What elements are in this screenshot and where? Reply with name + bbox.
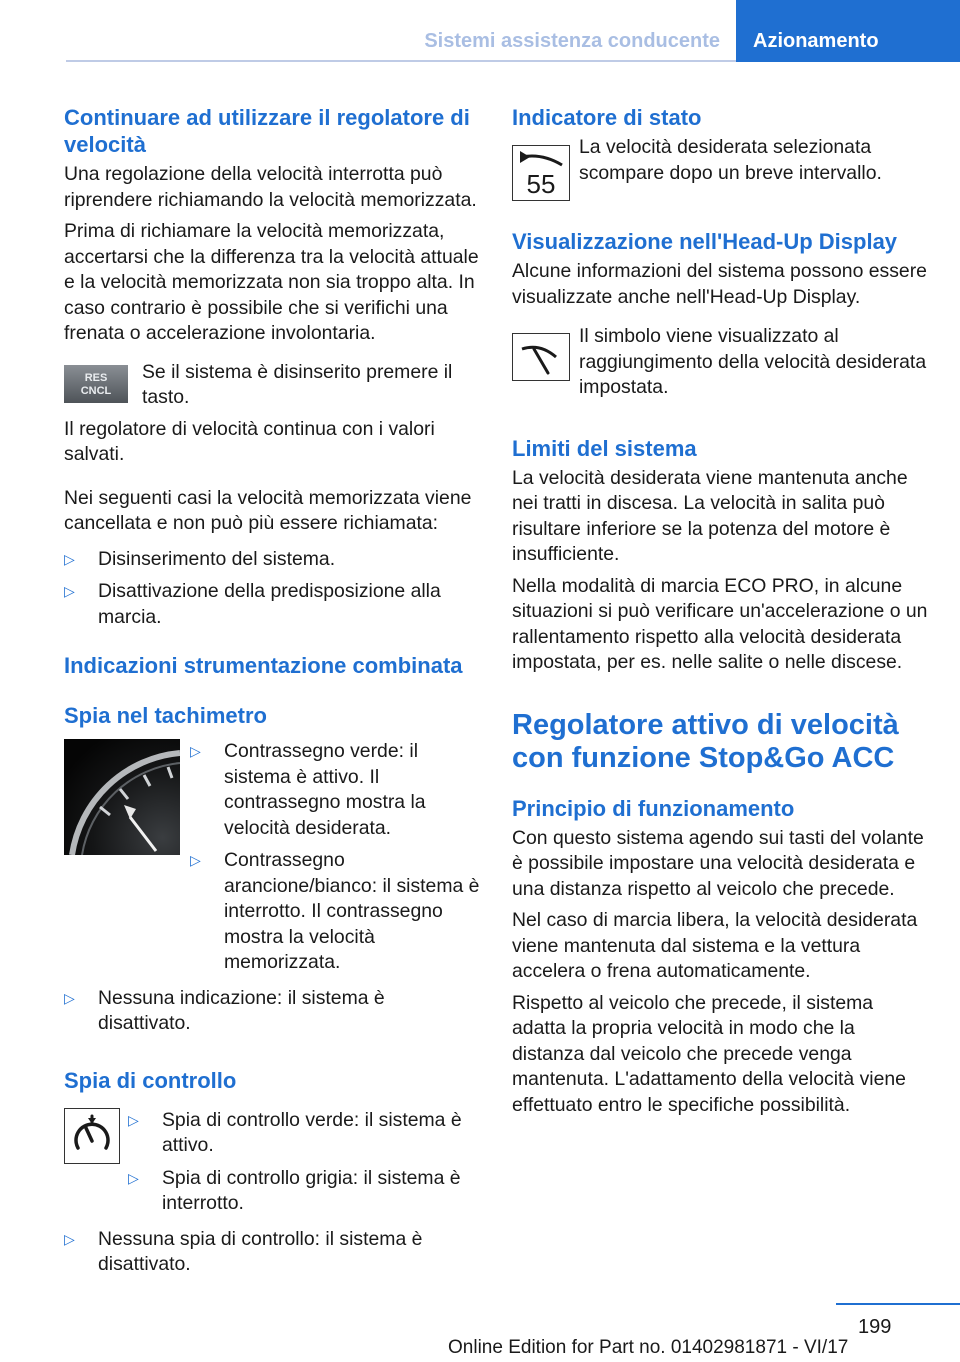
triangle-bullet-icon: ▷ <box>128 1169 139 1186</box>
hud-speed-symbol-icon <box>512 324 579 386</box>
triangle-bullet-icon: ▷ <box>64 989 75 1006</box>
right-column <box>512 104 932 1118</box>
heading-hud: Visualizzazione nell'Head-Up Display <box>512 229 898 254</box>
paragraph-continue-1: Una regolazione della velocità interrotta può riprendere richiamando la velocità memorizzata. <box>64 163 477 211</box>
paragraph-limits-1: La velocità desiderata viene mantenuta anche nei tratti in discesa. La velocità in salita può risultare inferiore se la potenza del motore è insufficiente. <box>512 466 908 565</box>
paragraph-status: La velocità desiderata selezionata scompare dopo un breve intervallo. <box>579 136 882 184</box>
res-label: RES <box>84 371 108 384</box>
heading-status-indicator: Indicatore di stato <box>512 105 702 130</box>
res-cncl-button-icon <box>64 365 142 408</box>
heading-limits: Limiti del sistema <box>512 435 697 461</box>
paragraph-cases: Nei seguenti casi la velocità memorizzata viene cancellata e non può più essere richiamata: <box>64 486 472 534</box>
cncl-label: CNCL <box>80 384 112 397</box>
paragraph-limits-2: Nella modalità di marcia ECO PRO, in alcune situazioni si può verificare un'accelerazione o un rallentamento rispetto alla velocità desiderata impostata, per es. nelle salite o nelle discese. <box>512 574 928 673</box>
paragraph-hud-symbol: Il simbolo viene visualizzato al raggiungimento della velocità desiderata impostata. <box>579 325 927 398</box>
heading-principle: Principio di funzionamento <box>512 795 795 821</box>
page-number: 199 <box>858 1316 892 1338</box>
list-item: ▷ Spia di controllo grigia: il sistema è interrotto. <box>128 1166 461 1214</box>
paragraph-hud: Alcune informazioni del sistema possono essere visualizzate anche nell'Head-Up Display. <box>512 260 927 308</box>
triangle-bullet-icon: ▷ <box>190 852 201 868</box>
paragraph-principle-2: Nel caso di marcia libera, la velocità desiderata viene mantenuta dal sistema e la vettura accelera o frena automaticamente. <box>512 909 918 982</box>
heading-continue: Continuare ad utilizzare il regolatore di velocità <box>64 105 470 157</box>
paragraph-principle-3: Rispetto al veicolo che precede, il sistema adatta la propria velocità in modo che la distanza dal veicolo che precede venga mantenuta. L'adattamento della velocità viene effettuato entro le specifiche possibilità. <box>512 991 906 1116</box>
heading-indications: Indicazioni strumentazione combinata <box>64 653 463 678</box>
warning-light-row <box>64 1108 482 1217</box>
status-speed-icon <box>512 135 579 206</box>
list-item: ▷ Contrassegno verde: il sistema è attivo. Il contrassegno mostra la velocità desiderata. <box>190 740 426 839</box>
heading-warning-light: Spia di controllo <box>64 1067 237 1093</box>
triangle-bullet-icon: ▷ <box>64 550 75 567</box>
list-item: ▷ Spia di controllo verde: il sistema è attivo. <box>128 1108 462 1156</box>
triangle-bullet-icon: ▷ <box>64 1230 75 1247</box>
hud-symbol-row <box>512 324 932 401</box>
list-item: ▷ Nessuna indicazione: il sistema è disattivato. <box>64 986 385 1034</box>
list-item: ▷ Disattivazione della predisposizione alla marcia. <box>64 580 441 628</box>
cruise-control-indicator-icon <box>64 1108 128 1169</box>
triangle-bullet-icon: ▷ <box>64 583 75 599</box>
paragraph-values: Il regolatore di velocità continua con i valori salvati. <box>64 417 435 465</box>
paragraph-res: Se il sistema è disinserito premere il tasto. <box>142 360 453 408</box>
left-column <box>64 104 482 1278</box>
page-header <box>0 0 960 62</box>
header-tab <box>736 0 960 62</box>
heading-acc: Regolatore attivo di velocità con funzione Stop&Go ACC <box>512 708 899 774</box>
triangle-bullet-icon: ▷ <box>128 1111 139 1128</box>
speedometer-list <box>190 739 482 976</box>
warning-none-list <box>64 1227 482 1278</box>
speedometer-marker-image <box>64 739 190 860</box>
status-speed-value: 55 <box>526 169 556 199</box>
heading-speedometer: Spia nel tachimetro <box>64 703 267 728</box>
paragraph-continue-2: Prima di richiamare la velocità memorizzata, accertarsi che la differenza tra la velocità attuale e la velocità memorizzata non sia troppo alta. In caso contrario è possibile che si verifichi una frenata o accelerazione involontaria. <box>64 220 479 344</box>
header-rule <box>66 0 736 62</box>
speedometer-row <box>64 739 482 976</box>
cases-list <box>64 547 482 631</box>
header-section-title: Sistemi assistenza conducente <box>424 30 720 52</box>
edition-note: Online Edition for Part no. 01402981871 - VI/17 <box>448 1337 849 1358</box>
warning-light-list <box>128 1108 482 1217</box>
list-item: ▷ Disinserimento del sistema. <box>64 547 482 573</box>
triangle-bullet-icon: ▷ <box>190 743 201 759</box>
speedometer-none-list <box>64 986 482 1037</box>
list-item: ▷ Nessuna spia di controllo: il sistema è disattivato. <box>64 1227 423 1275</box>
res-cncl-row <box>64 360 482 411</box>
status-row <box>512 135 932 206</box>
header-tab-label: Azionamento <box>753 30 879 52</box>
footer-rule <box>836 1303 960 1305</box>
list-item: ▷ Contrassegno arancione/bianco: il sistema è interrotto. Il contrassegno mostra la velocità memorizzata. <box>190 849 480 973</box>
paragraph-principle-1: Con questo sistema agendo sui tasti del volante è possibile impostare una velocità desiderata e una distanza rispetto al veicolo che precede. <box>512 826 924 900</box>
